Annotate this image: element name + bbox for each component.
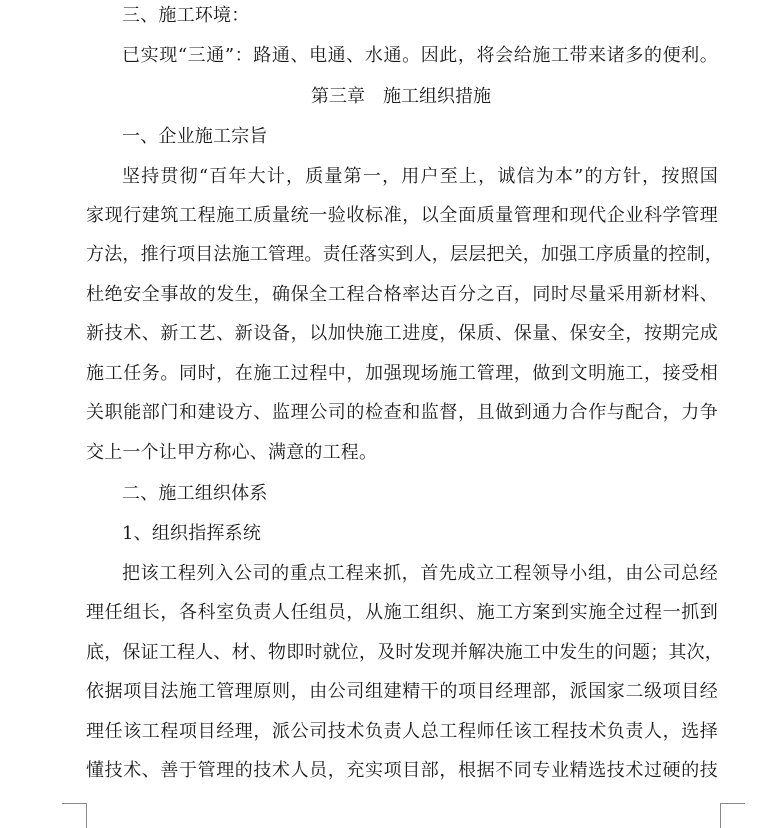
- paragraph-line: 理任组长，各科室负责人任组员，从施工组织、施工方案到实施全过程一抓到: [86, 602, 718, 623]
- chapter-title: 第三章 施工组织措施: [311, 86, 491, 107]
- page-margin-corner-left: [62, 803, 87, 828]
- section-environment-text: 已实现“三通”：路通、电通、水通。因此，将会给施工带来诸多的便利。: [122, 45, 718, 66]
- paragraph-line: 底，保证工程人、材、物即时就位，及时发现并解决施工中发生的问题；其次，: [86, 642, 723, 663]
- section-environment-heading: 三、施工环境：: [122, 5, 250, 26]
- paragraph-line: 坚持贯彻“百年大计，质量第一，用户至上，诚信为本”的方针，按照国: [122, 166, 718, 187]
- section-system-heading: 二、施工组织体系: [122, 483, 268, 504]
- paragraph-line: 交上一个让甲方称心、满意的工程。: [86, 442, 378, 463]
- paragraph-line: 关职能部门和建设方、监理公司的检查和监督，且做到通力合作与配合，力争: [86, 402, 718, 423]
- paragraph-line: 把该工程列入公司的重点工程来抓，首先成立工程领导小组，由公司总经: [122, 563, 718, 584]
- page-margin-corner-right: [720, 803, 745, 828]
- paragraph-line: 理任该工程项目经理，派公司技术负责人总工程师任该工程技术负责人，选择: [86, 721, 718, 742]
- section-purpose-heading: 一、企业施工宗旨: [122, 126, 268, 147]
- section-system-subheading: 1、组织指挥系统: [122, 523, 262, 544]
- paragraph-line: 施工任务。同时，在施工过程中，加强现场施工管理，做到文明施工，接受相: [86, 363, 718, 384]
- paragraph-line: 方法，推行项目法施工管理。责任落实到人，层层把关，加强工序质量的控制，: [86, 244, 723, 265]
- paragraph-line: 懂技术、善于管理的技术人员，充实项目部，根据不同专业精选技术过硬的技: [86, 760, 718, 781]
- paragraph-line: 依据项目法施工管理原则，由公司组建精干的项目经理部，派国家二级项目经: [86, 681, 718, 702]
- paragraph-line: 家现行建筑工程施工质量统一验收标准，以全面质量管理和现代企业科学管理: [86, 205, 718, 226]
- paragraph-line: 杜绝安全事故的发生，确保全工程合格率达百分之百，同时尽量采用新材料、: [86, 284, 718, 305]
- paragraph-line: 新技术、新工艺、新设备，以加快施工进度，保质、保量、保安全，按期完成: [86, 323, 718, 344]
